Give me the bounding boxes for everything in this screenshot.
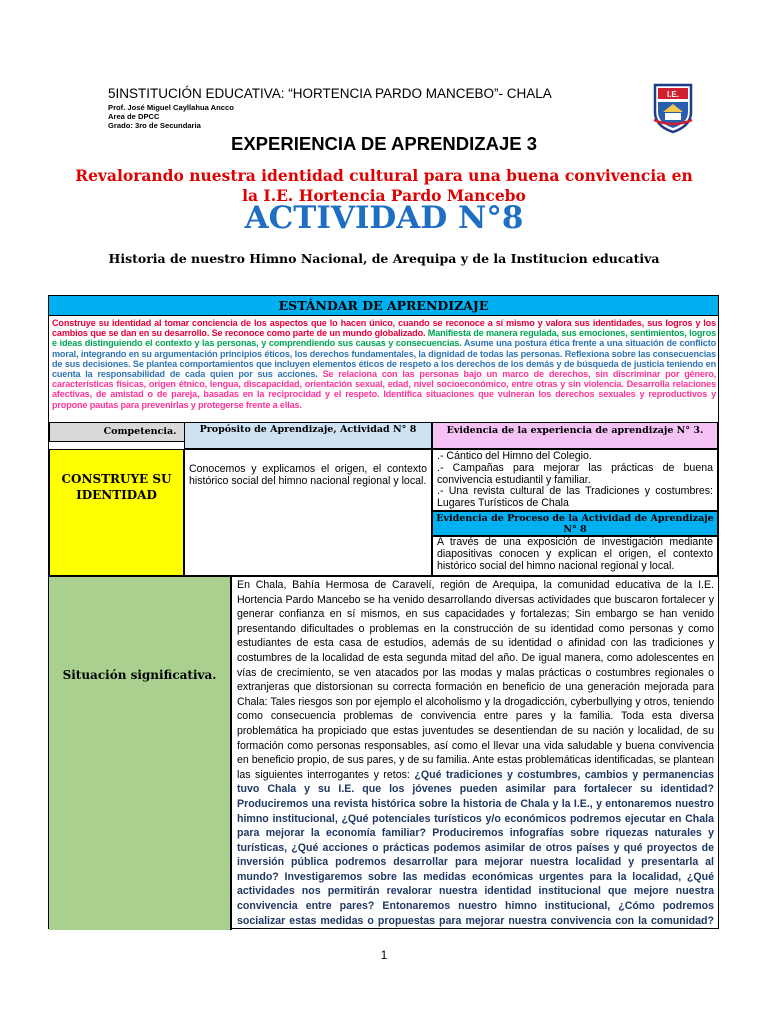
standard-part-1: Construye su identidad al tomar conciencia de los aspectos que lo hacen único, cuando se reconoce a sí mismo y valora sus identidades, sus logros y los cambios que se dan en su desarrollo. Se reconoce como parte de un mundo globalizado. xyxy=(52,318,716,339)
evidence-item: .- Cántico del Himno del Colegio. xyxy=(437,450,592,462)
area-name: Area de DPCC xyxy=(108,112,160,121)
competency-cell: CONSTRUYE SU IDENTIDAD xyxy=(49,449,184,576)
standard-heading: ESTÁNDAR DE APRENDIZAJE xyxy=(49,296,718,316)
purpose-header: Propósito de Aprendizaje, Actividad N° 8 xyxy=(184,422,432,449)
situation-label: Situación significativa. xyxy=(49,576,231,930)
experience-subtitle: Revalorando nuestra identidad cultural para una buena convivencia en la I.E. Hortencia Pardo Mancebo xyxy=(75,166,693,205)
standard-part-3: Asume una postura ética frente a una situación de conflicto moral, integrando en su argumentación principios éticos, los derechos fundamentales, la dignidad de todas las personas. Reflexiona sobre las consecuencias de sus decisiones. Se plantea comportamientos que incluyen elementos éticos de respeto a los derechos de los demás y de búsqueda de justicia teniendo en cuenta la responsabilidad de cada quien por sus acciones. xyxy=(52,338,716,380)
school-shield-logo xyxy=(652,82,694,134)
institution-line: 5INSTITUCIÓN EDUCATIVA: “HORTENCIA PARDO MANCEBO”- CHALA xyxy=(108,86,552,101)
standard-part-5: Desarrolla relaciones afectivas, de amistad o de pareja, basadas en la reciprocidad y el respeto. Identifica situaciones que vulneran los derechos sexuales y reproductivos y propone pautas para prevenirlas y protegerse frente a ellas. xyxy=(52,379,716,410)
logo-lettering: I.E. xyxy=(666,90,680,99)
process-cell: A través de una exposición de investigación mediante diapositivas conocen y explican el origen, el contexto histórico social del himno nacional regional y local. xyxy=(432,536,718,576)
activity-table xyxy=(48,295,719,929)
process-header: Evidencia de Proceso de la Actividad de Aprendizaje N° 8 xyxy=(432,511,718,536)
standard-part-4: Se relaciona con las personas bajo un marco de derechos, sin discriminar por género, características físicas, origen étnico, lengua, discapacidad, orientación sexual, edad, nivel socioeconómico, entre otras y sin violencia. xyxy=(52,369,716,390)
activity-title: ACTIVIDAD N°8 xyxy=(244,200,524,236)
activity-topic: Historia de nuestro Himno Nacional, de Arequipa y de la Institucion educativa xyxy=(108,251,660,266)
grade-level: Grado: 3ro de Secundaria xyxy=(108,121,201,130)
standard-part-2: Manifiesta de manera regulada, sus emociones, sentimientos, logros e ideas distinguiendo el contexto y las personas, y comprendiendo sus causas y consecuencias. xyxy=(52,328,716,349)
page-number: 1 xyxy=(380,948,388,962)
situation-narrative: En Chala, Bahía Hermosa de Caravelí, región de Arequipa, la comunidad educativa de la I.E. Hortencia Pardo Mancebo se ha venido desarrollando diversas actividades que buscaron fortalecer y generar confianza en sí mismos, en sus capacidades y fortalezas; Sin embargo se han venido presentando dificultades o problemas en la construcción de su identidad como personas y como estudiantes de esta casa de estudios, además de su identidad o afinidad con las tradiciones y costumbres de la localidad de esta segunda mitad del año. De igual manera, como adolescentes en vías de crecimiento, se ven atacados por las modas y malas prácticas o costumbres regionales o extranjeras que distorsionan su correcta formación en beneficio de una generación mejorada para Chala: Tales riesgos son por ejemplo el alcoholismo y la drogadicción, cyberbullying y otros, teniendo como consecuencia problemas de convivencia entre pares y la familia. Toda esta diversa problemática ha propiciado que estas juventudes se desentiendan de su nación y localidad, de su formación como personas responsables, así como el llevar una vida saludable y buena convivencia en beneficio propio, de sus pares, y de su familia. Ante estas problemáticas identificadas, se plantean las siguientes interrogantes y retos: xyxy=(237,579,714,781)
purpose-cell: Conocemos y explicamos el origen, el contexto histórico social del himno nacional regional y local. xyxy=(184,449,432,576)
experience-title: EXPERIENCIA DE APRENDIZAJE 3 xyxy=(231,133,537,154)
evidence-item: .- Campañas para mejorar las prácticas de buena convivencia estudiantil y familiar. xyxy=(437,461,713,486)
teacher-name: Prof. José Miguel Cayllahua Ancco xyxy=(108,103,234,112)
competency-header: Competencia. xyxy=(49,422,231,442)
standard-text xyxy=(52,318,716,420)
evidence-item: .- Una revista cultural de las Tradiciones y costumbres: Lugares Turísticos de Chala xyxy=(437,485,713,510)
situation-questions: ¿Qué tradiciones y costumbres, cambios y permanencias tuvo Chala y su I.E. que los jóvenes pueden asimilar para fortalecer su identidad? Produciremos una revista histórica sobre la historia de Chala y la I.E., y entonaremos nuestro himno institucional, ¿Qué potenciales turísticos y/o económicos podremos ejecutar en Chala para mejorar la economía familiar? Produciremos infografías sobre riquezas naturales y turísticas, ¿Qué acciones o prácticas podemos asimilar de otros países y qué proyectos de inversión pública podremos desarrollar para mejorar nuestra localidad y presentarla al mundo? Investigaremos sobre las medidas económicas urgentes para la localidad, ¿Qué actividades nos permitirán revalorar nuestra identidad institucional que mejore nuestra convivencia entre pares? Entonaremos nuestro himno institucional, ¿Cómo podremos socializar estas medidas o propuestas para mejorar nuestra convivencia con la comunidad? xyxy=(237,768,714,927)
situation-text xyxy=(231,576,718,930)
evidence-header: Evidencia de la experiencia de aprendizaje N° 3. xyxy=(432,422,718,449)
evidence-cell xyxy=(432,449,718,511)
